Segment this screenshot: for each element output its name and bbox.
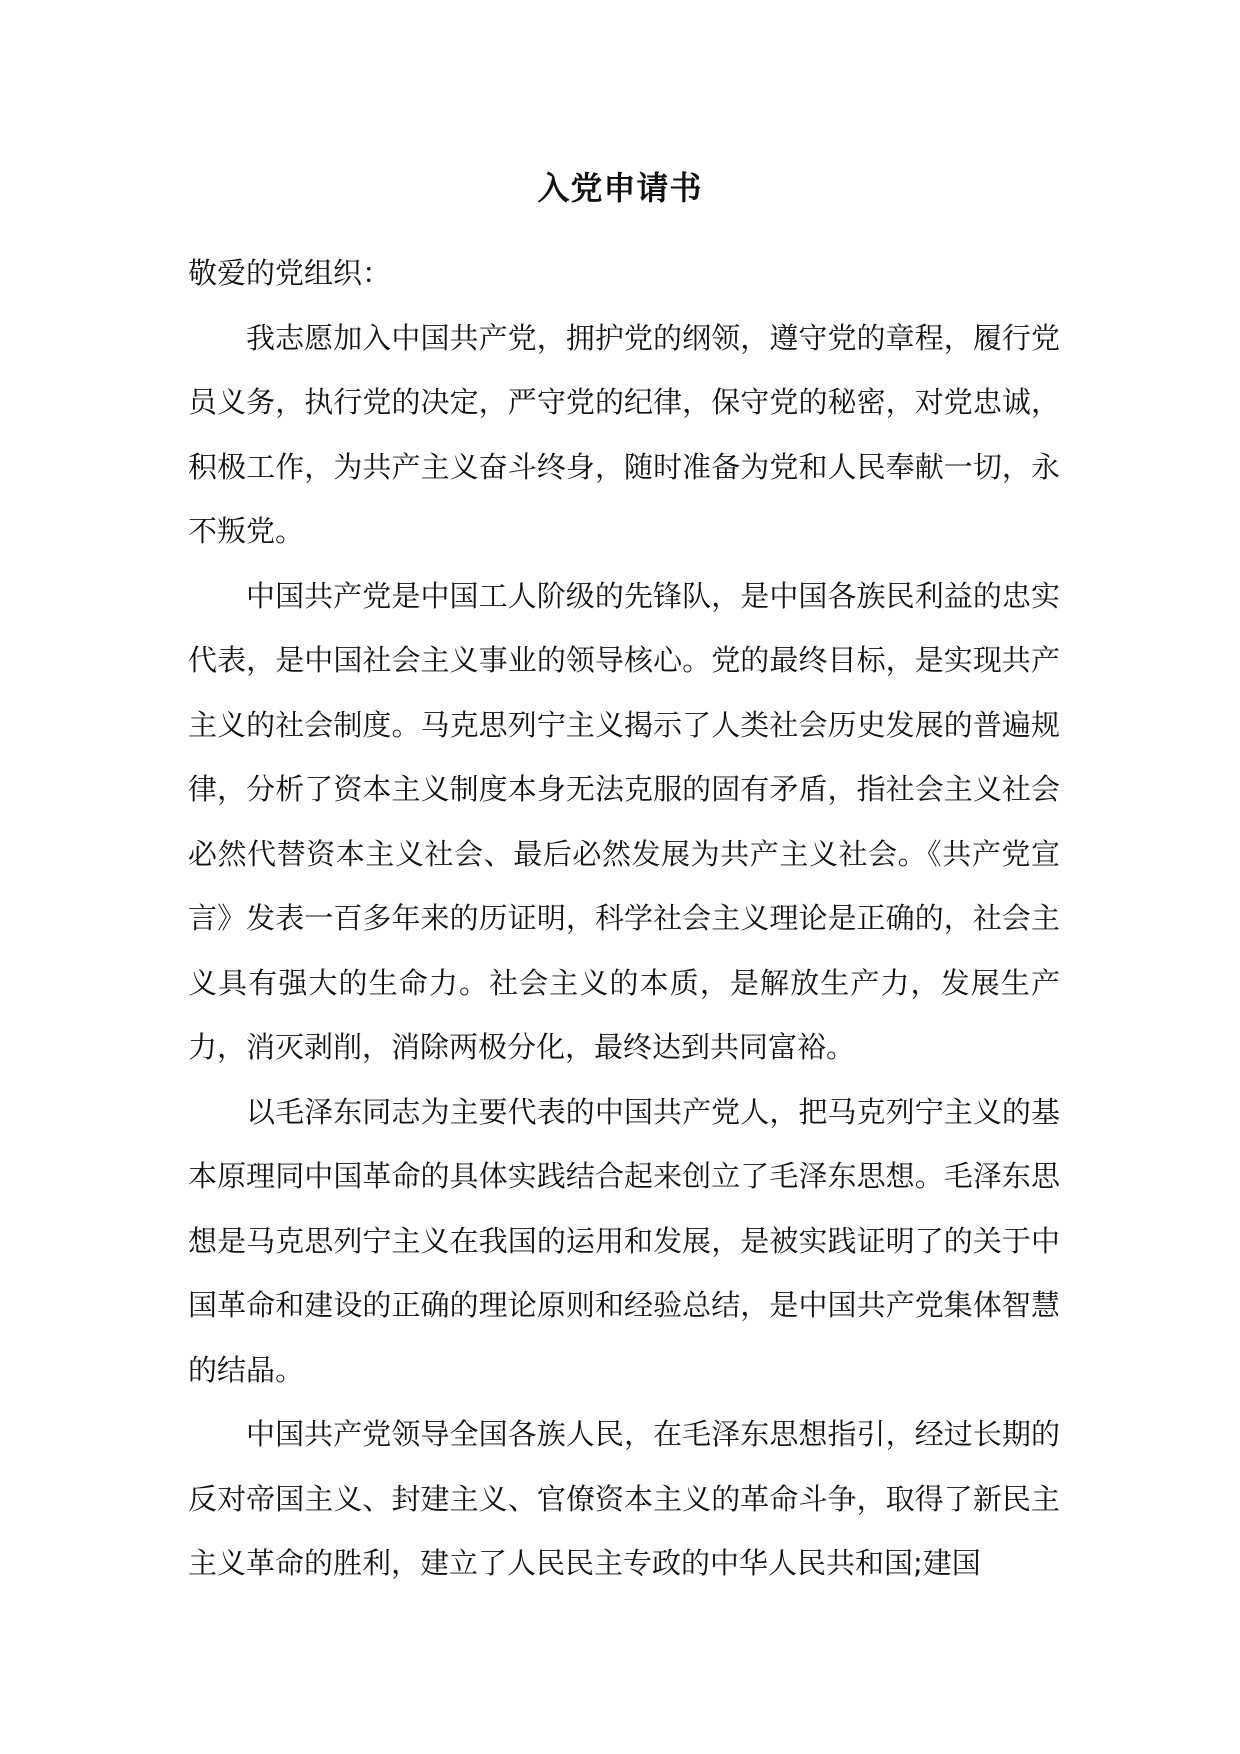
document-title: 入党申请书 [537, 169, 703, 207]
document-body [188, 241, 1060, 1596]
salutation: 敬爱的党组织： [188, 256, 392, 290]
paragraph-3: 以毛泽东同志为主要代表的中国共产党人，把马克列宁主义的基本原理同中国革命的具体实践结合起来创立了毛泽东思想。毛泽东思想是马克思列宁主义在我国的运用和发展，是被实践证明了的关于中国革命和建设的正确的理论原则和经验总结，是中国共产党集体智慧的结晶。 [188, 1094, 1060, 1387]
paragraph-4: 中国共产党领导全国各族人民，在毛泽东思想指引，经过长期的反对帝国主义、封建主义、官僚资本主义的革命斗争，取得了新民主主义革命的胜利，建立了人民民主专政的中华人民共和国;建国 [188, 1417, 1060, 1580]
paragraph-1: 我志愿加入中国共产党，拥护党的纲领，遵守党的章程，履行党员义务，执行党的决定，严守党的纪律，保守党的秘密，对党忠诚，积极工作，为共产主义奋斗终身，随时准备为党和人民奉献一切，永不叛党。 [188, 320, 1060, 548]
paragraph-2: 中国共产党是中国工人阶级的先锋队，是中国各族民利益的忠实代表，是中国社会主义事业的领导核心。党的最终目标，是实现共产主义的社会制度。马克思列宁主义揭示了人类社会历史发展的普遍规律，分析了资本主义制度本身无法克服的固有矛盾，指社会主义社会必然代替资本主义社会、最后必然发展为共产主义社会。《共产党宣言》发表一百多年来的历证明，科学社会主义理论是正确的，社会主义具有强大的生命力。社会主义的本质，是解放生产力，发展生产力，消灭剥削，消除两极分化，最终达到共同富裕。 [188, 578, 1060, 1064]
